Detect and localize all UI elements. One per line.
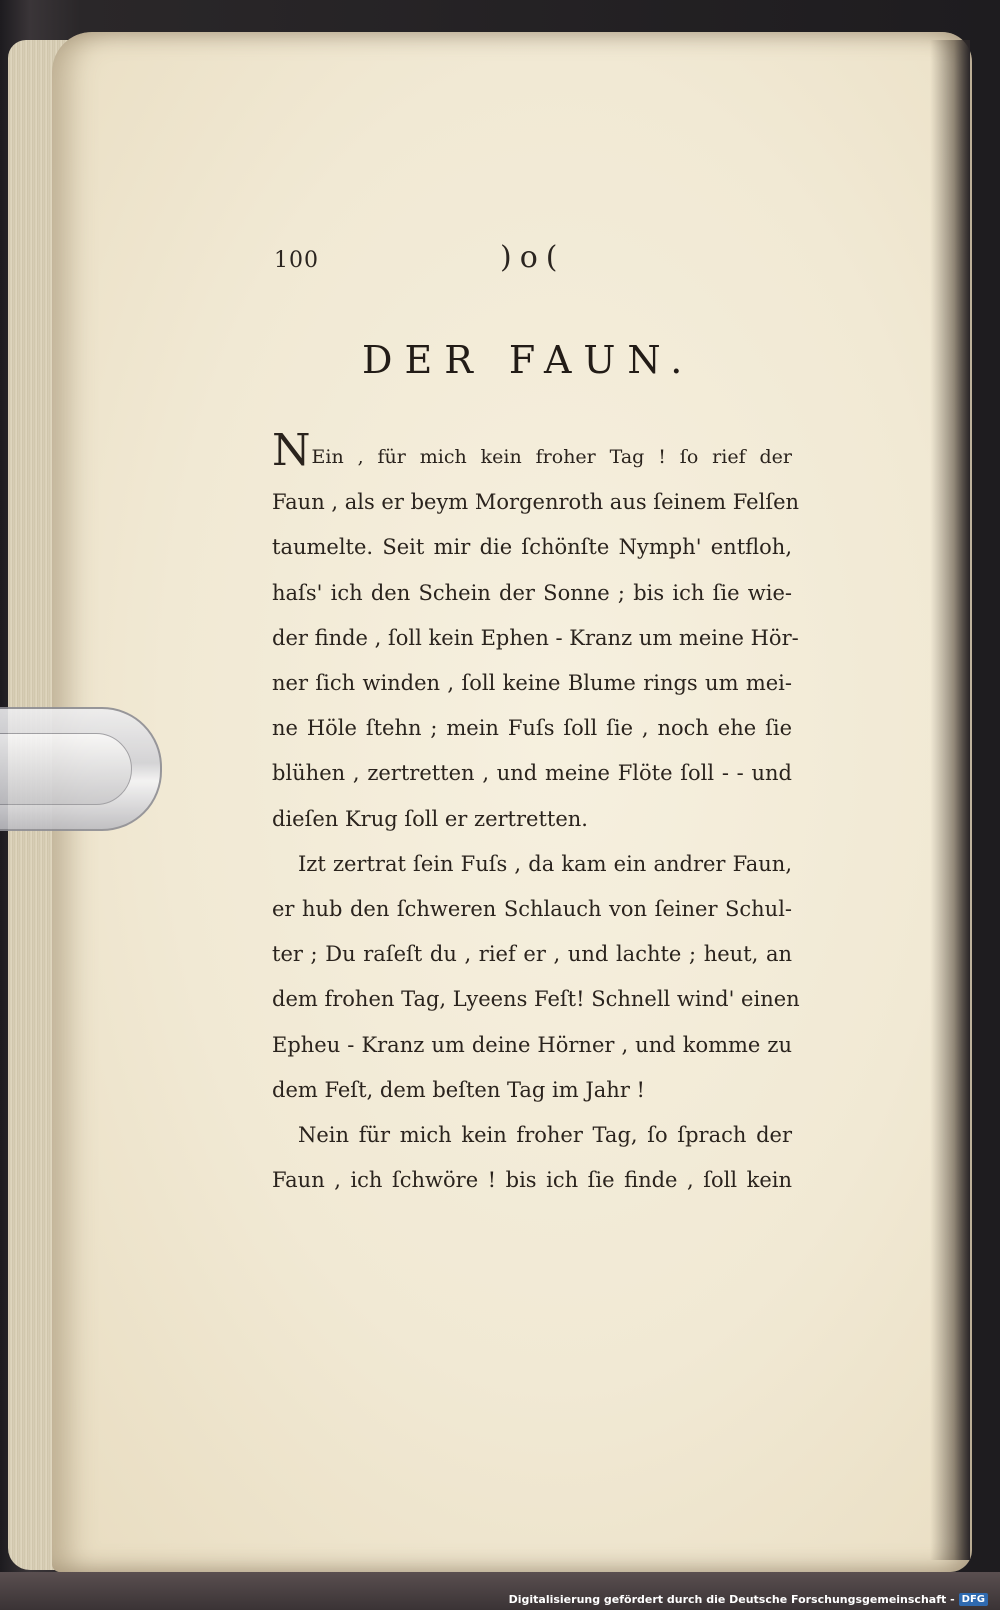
text-line: Epheu - Kranz um deine Hörner , und komme zu [272, 1032, 792, 1057]
page-number: 100 [274, 248, 319, 273]
text-line: blühen , zertretten , und meine Flöte ſoll - - und [272, 761, 792, 786]
text-line: Izt zertrat ſein Fuſs , da kam ein andrer Faun, [298, 851, 792, 876]
running-head: )o( [500, 240, 566, 275]
text-line: ter ; Du raſeſt du , rief er , und lachte ; heut, an [272, 942, 792, 967]
text-line: Nein für mich kein froher Tag, ſo ſprach der [298, 1123, 792, 1148]
text-line: haſs' ich den Schein der Sonne ; bis ich ſie wie- [272, 580, 792, 605]
text-line: ne Höle ſtehn ; mein Fuſs ſoll ſie , noch ehe ſie [272, 716, 792, 741]
text-line: Faun , als er beym Morgenroth aus ſeinem Felſen [272, 490, 800, 515]
text-line: ner ſich winden , ſoll keine Blume rings um mei- [272, 671, 792, 696]
chapter-title: DER FAUN. [362, 338, 695, 382]
text-line: taumelte. Seit mir die ſchönſte Nymph' entfloh, [272, 535, 792, 560]
body-text [272, 425, 800, 1203]
text-line: Faun , ich ſchwöre ! bis ich ſie finde , ſoll kein [272, 1168, 792, 1193]
first-line-text: Ein , für mich kein froher Tag ! ſo rief der [311, 446, 792, 468]
text-line: dem Feſt, dem beſten Tag im Jahr ! [272, 1077, 645, 1102]
text-line: dem frohen Tag, Lyeens Feſt! Schnell wind' einen [272, 987, 800, 1012]
page-clip-inner [0, 733, 132, 805]
gutter-shadow [930, 40, 970, 1560]
page-clip [0, 707, 162, 831]
credit-text: Digitalisierung gefördert durch die Deutsche Forschungsgemeinschaft - [508, 1593, 955, 1606]
text-line: der finde , ſoll kein Ephen - Kranz um meine Hör- [272, 625, 799, 650]
text-line: er hub den ſchweren Schlauch von ſeiner Schul- [272, 897, 792, 922]
text-line [272, 425, 792, 480]
digitization-credit [509, 1593, 988, 1606]
text-line: dieſen Krug ſoll er zertretten. [272, 806, 588, 831]
dfg-logo: DFG [959, 1593, 988, 1606]
drop-capital: N [272, 425, 311, 476]
